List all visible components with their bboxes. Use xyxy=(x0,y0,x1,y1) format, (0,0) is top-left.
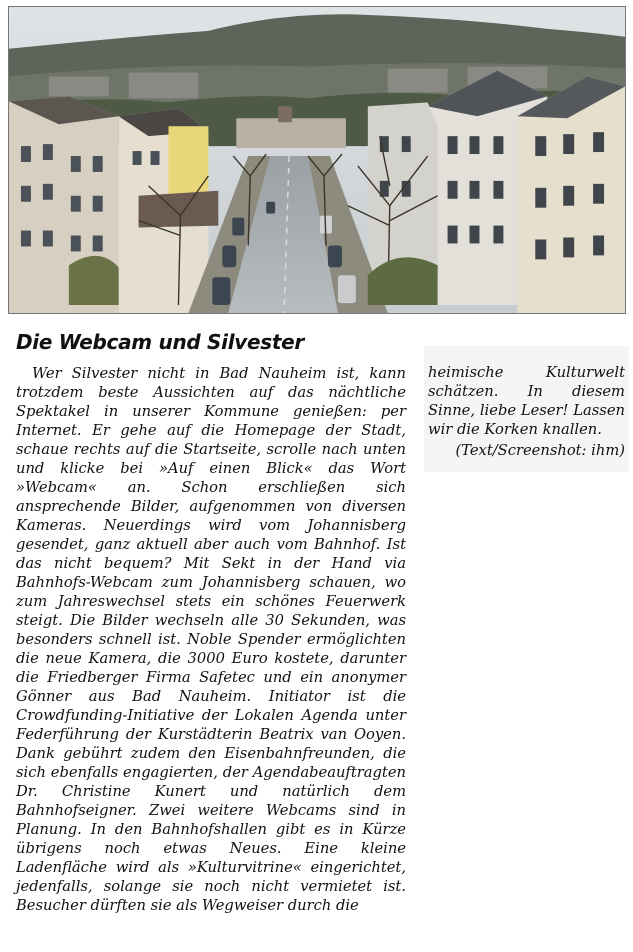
article-photo xyxy=(8,6,626,314)
article-body-column xyxy=(16,364,406,915)
article-continuation-box xyxy=(424,346,629,472)
article-credit: (Text/Screenshot: ihm) xyxy=(455,442,625,459)
article-headline: Die Webcam und Silvester xyxy=(16,330,304,354)
article-body-text: Wer Silvester nicht in Bad Nauheim ist, kann trotzdem beste Aussichten auf das nächtliche Spektakel in unserer Kommune genießen: per Internet. Er gehe auf die Homepage der Stadt, schaue rechts auf die Startseite, scrolle nach unten und klicke bei »Auf einen Blick« das Wort »Webcam« an. Schon erschließen sich ansprechende Bilder, aufgenommen von diversen Kameras. Neuerdings wird vom Johannisberg gesendet, ganz aktuell aber auch vom Bahnhof. Ist das nicht bequem? Mit Sekt in der Hand via Bahnhofs-Webcam zum Johannisberg schauen, wo zum Jahreswechsel stets ein schönes Feuerwerk steigt. Die Bilder wechseln alle 30 Sekunden, was besonders schnell ist. Noble Spender ermöglichten die neue Kamera, die 3000 Euro kostete, darunter die Friedberger Firma Safetec und ein anonymer Gönner aus Bad Nauheim. Initiator ist die Crowdfunding-Initiative der Lokalen Agenda unter Federführung der Kurstädterin Beatrix van Ooyen. Dank gebührt zudem den Eisenbahnfreunden, die sich ebenfalls engagierten, der Agendabeauftragten Dr. Christine Kunert und natürlich dem Bahnhofseigner. Zwei weitere Webcams sind in Planung. In den Bahnhofshallen gibt es in Kürze übrigens noch etwas Neues. Eine kleine Ladenfläche wird als »Kulturvitrine« eingerichtet, jedenfalls, solange sie noch nicht vermietet ist. Besucher dürften sie als Wegweiser durch die xyxy=(16,365,406,914)
article-continuation-text: heimische Kulturwelt schätzen. In diesem Sinne, liebe Leser! Lassen wir die Korken knallen. xyxy=(428,364,625,438)
